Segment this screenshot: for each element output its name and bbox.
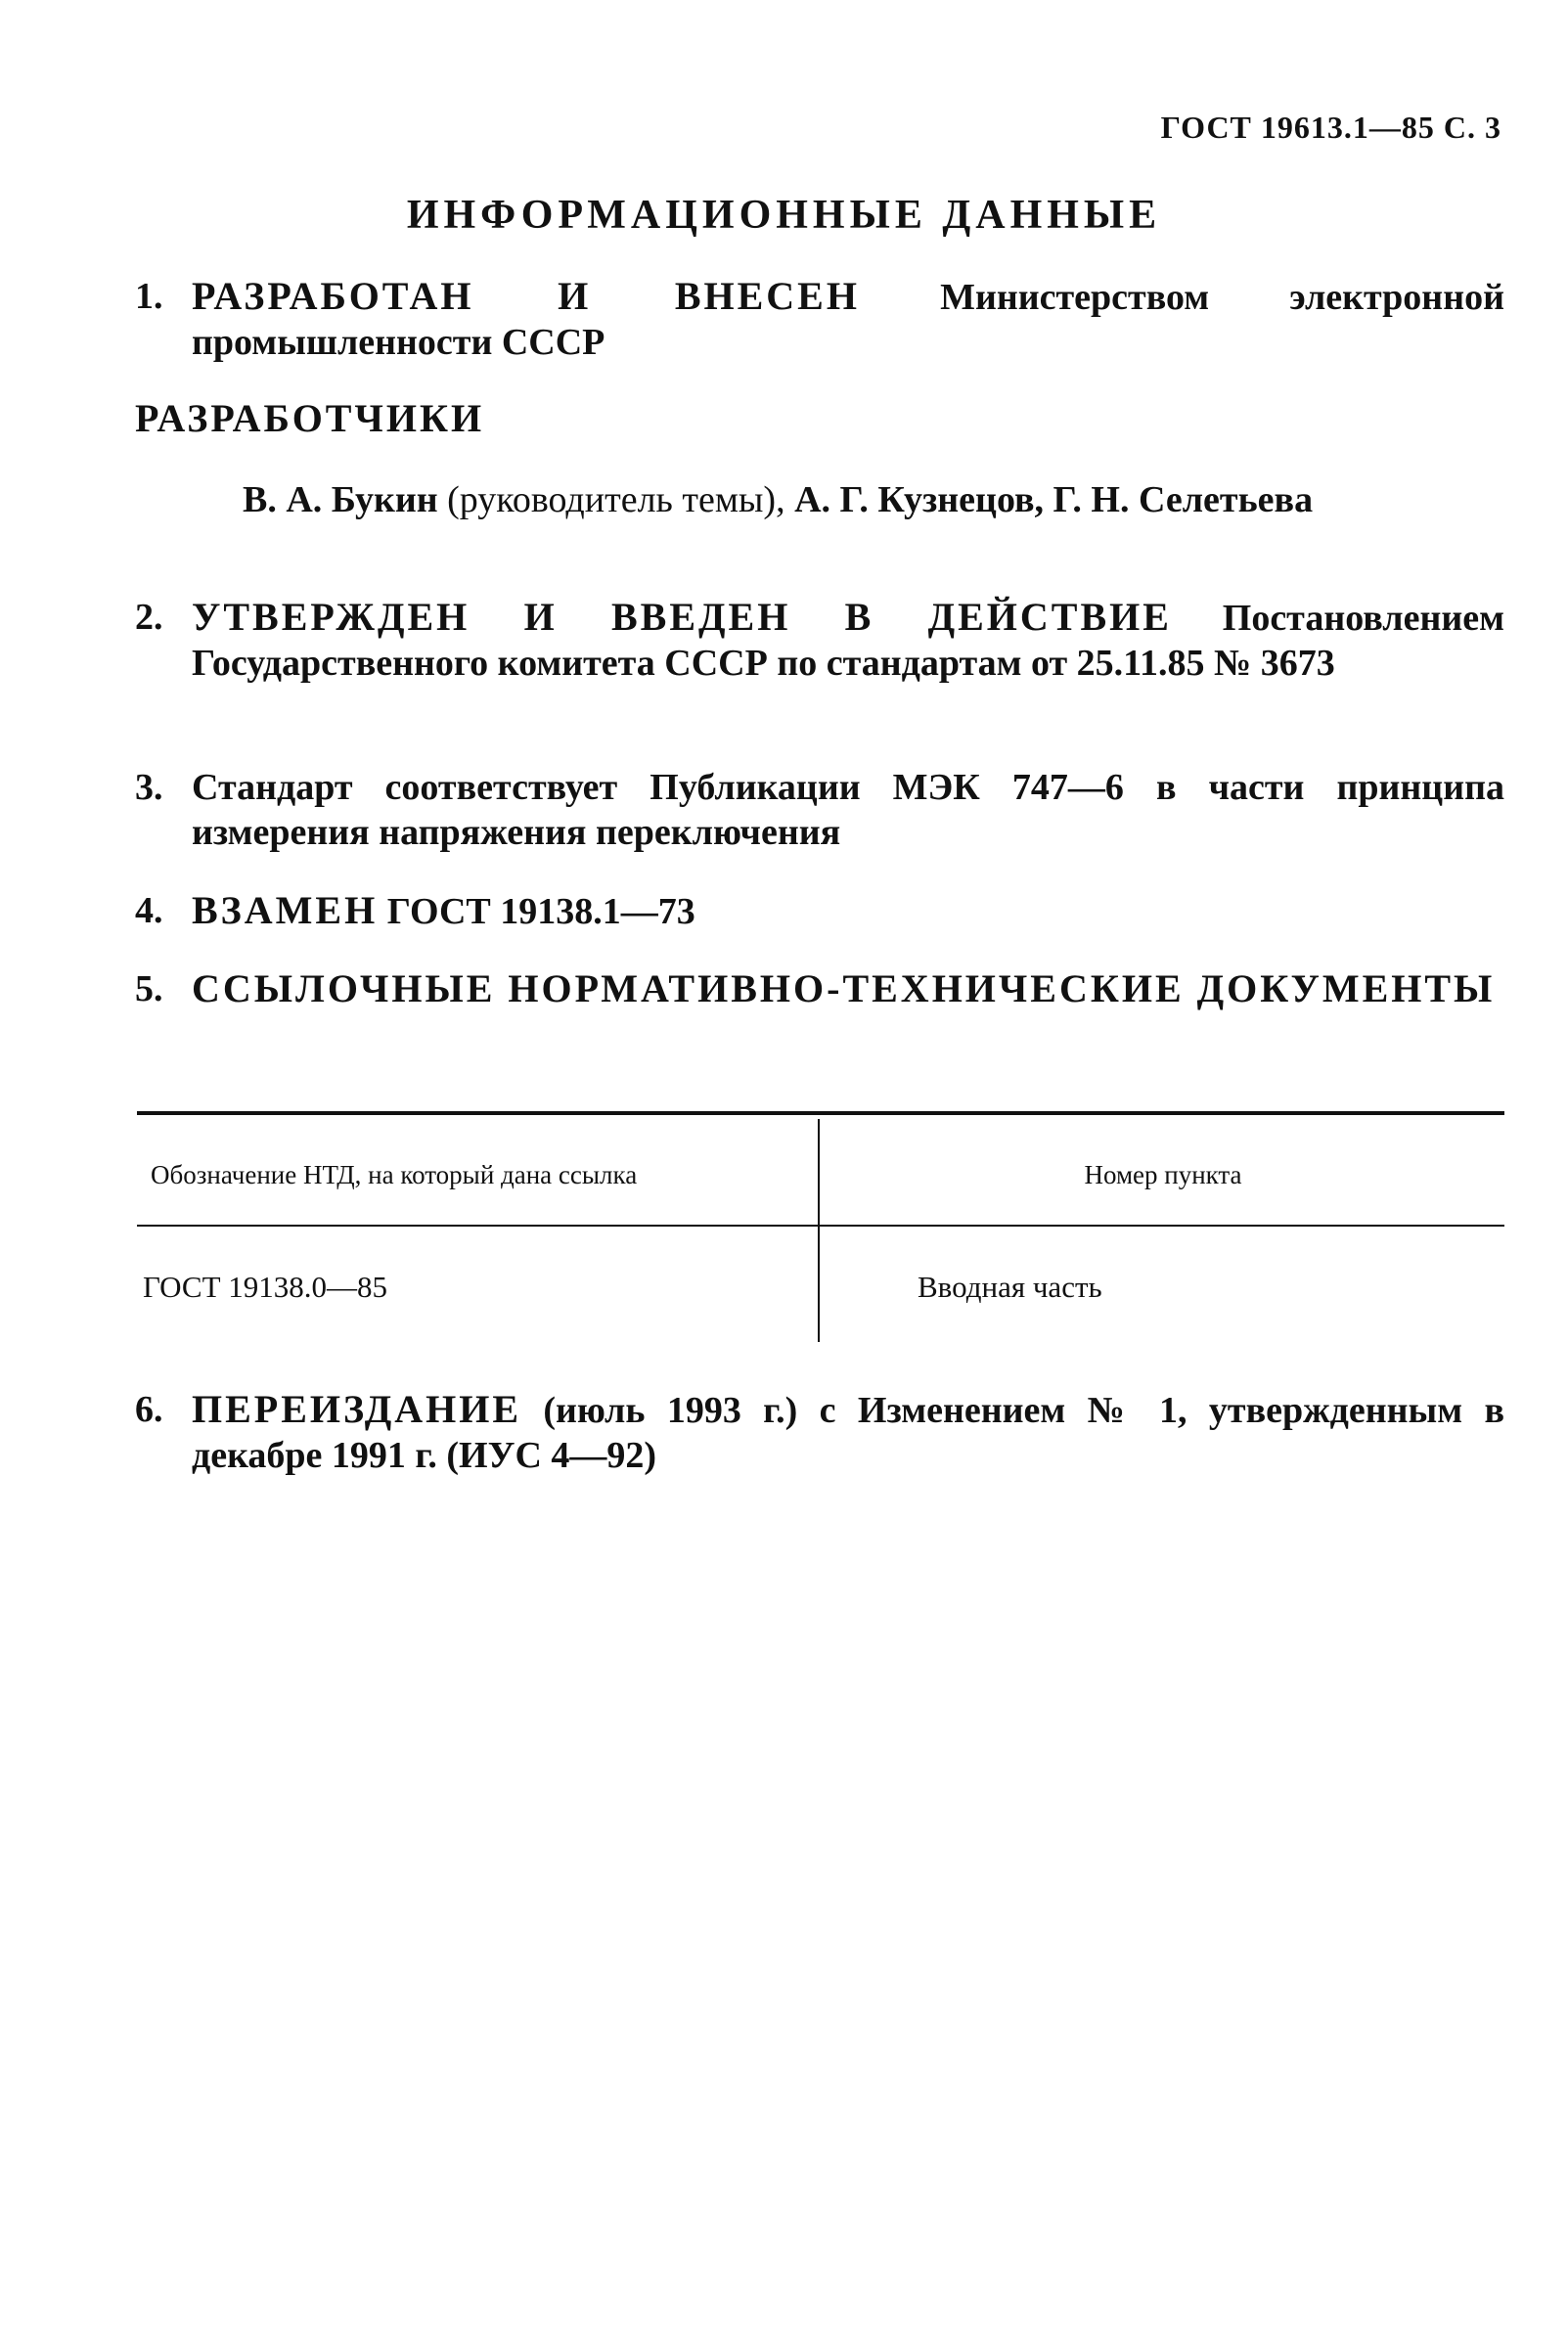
item-2-text: Постановлением Государственного комитета СССР по стандартам от 25.11.85 № 3673 <box>192 598 1505 684</box>
reference-table <box>137 1111 1504 1342</box>
item-4 <box>135 888 1504 934</box>
item-1-number: 1. <box>135 276 163 317</box>
item-6-text: (июль 1993 г.) с Изменением № 1, утвержденным в декабре 1991 г. (ИУС 4—92) <box>192 1390 1504 1476</box>
item-3-body: Стандарт соответствует Публикации МЭК 747—6 в части принципа измерения напряжения переключения <box>192 767 1504 853</box>
developer-1-role: (руководитель темы), <box>437 479 795 520</box>
document-title: ИНФОРМАЦИОННЫЕ ДАННЫЕ <box>406 193 1162 238</box>
table-header-designation: Обозначение НТД, на который дана ссылка <box>151 1160 638 1189</box>
item-4-text: ГОСТ 19138.1—73 <box>378 891 695 932</box>
item-6-body <box>192 1387 1504 1478</box>
table-top-rule <box>137 1111 1504 1115</box>
developers-heading: РАЗРАБОТЧИКИ <box>135 396 485 440</box>
table-header-rule <box>137 1225 1504 1227</box>
table-column-divider <box>818 1119 820 1342</box>
item-2-body <box>192 595 1504 686</box>
item-1-body <box>192 274 1504 365</box>
item-4-number: 4. <box>135 890 163 931</box>
item-5-body: ССЫЛОЧНЫЕ НОРМАТИВНО-ТЕХНИЧЕСКИЕ ДОКУМЕНТЫ <box>192 966 1496 1010</box>
item-6 <box>135 1387 1504 1478</box>
item-4-lead: ВЗАМЕН <box>192 888 379 932</box>
developers-other-names: А. Г. Кузнецов, Г. Н. Селетьева <box>794 479 1314 520</box>
item-5 <box>135 966 1504 1011</box>
table-cell-clause: Вводная часть <box>918 1270 1102 1304</box>
item-6-number: 6. <box>135 1389 163 1430</box>
developers-list <box>243 477 1504 522</box>
table-cell-doc: ГОСТ 19138.0—85 <box>143 1270 388 1304</box>
developer-1-name: В. А. Букин <box>243 479 438 520</box>
page-header-doc-ref: ГОСТ 19613.1—85 С. 3 <box>1160 110 1501 145</box>
item-1-text: Министерством электронной промышленности СССР <box>192 277 1504 363</box>
item-2-number: 2. <box>135 597 163 638</box>
item-1 <box>135 274 1504 365</box>
item-2 <box>135 595 1504 686</box>
item-2-lead: УТВЕРЖДЕН И ВВЕДЕН В ДЕЙСТВИЕ <box>192 595 1172 639</box>
table-header-clause: Номер пункта <box>1084 1160 1242 1189</box>
item-3 <box>135 765 1504 855</box>
item-5-number: 5. <box>135 968 163 1009</box>
item-4-body <box>192 888 1504 934</box>
item-3-number: 3. <box>135 767 163 808</box>
item-6-lead: ПЕРЕИЗДАНИЕ <box>192 1387 522 1431</box>
item-1-lead: РАЗРАБОТАН И ВНЕСЕН <box>192 274 860 318</box>
